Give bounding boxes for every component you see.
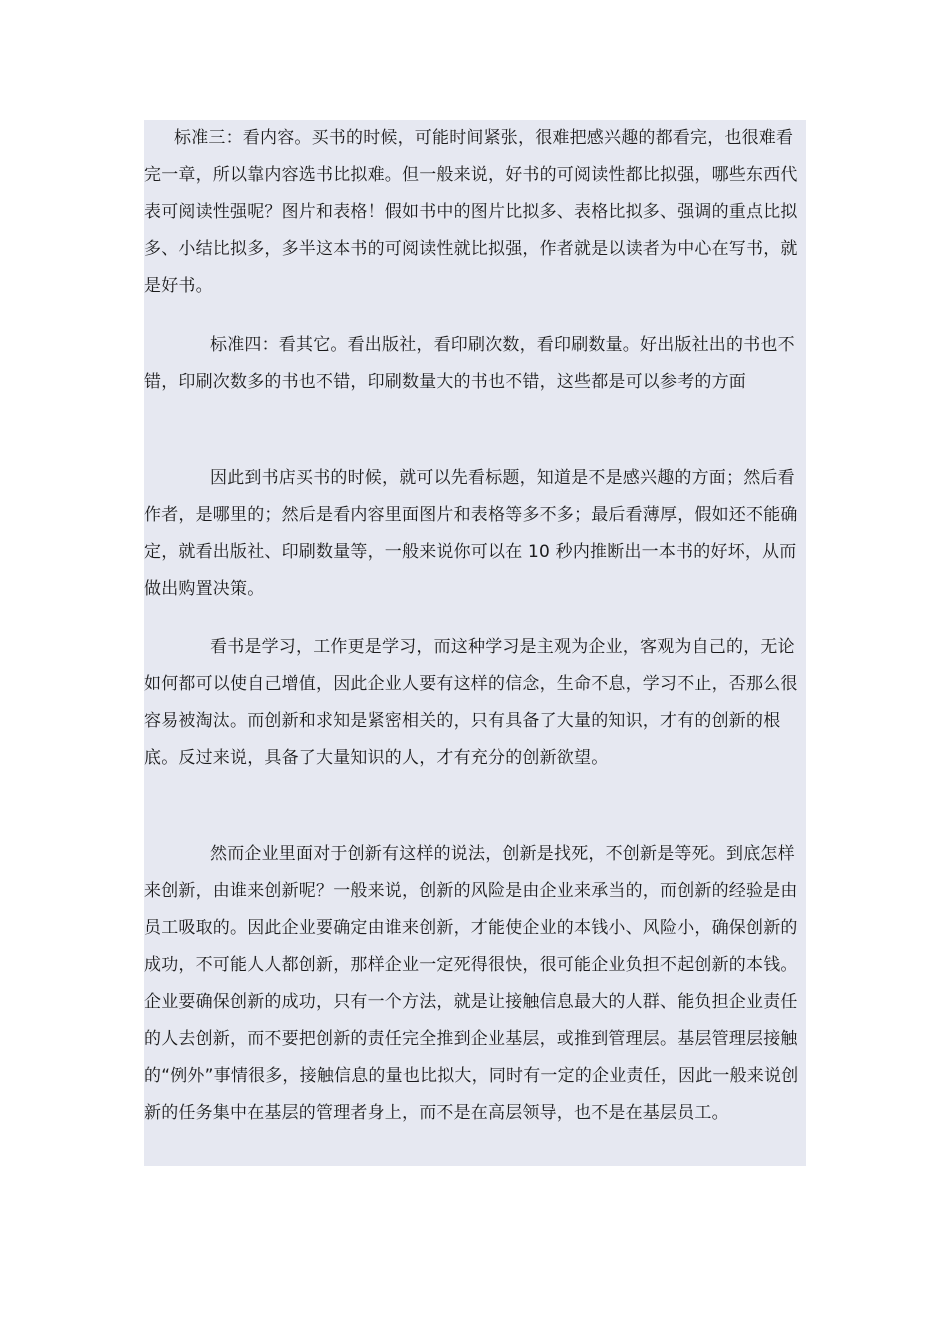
paragraph-innovation: 然而企业里面对于创新有这样的说法，创新是找死，不创新是等死。到底怎样来创新，由谁来创新呢？一般来说，创新的风险是由企业来承当的，而创新的经验是由员工吸取的。因此企业要确定由谁来创新，才能使企业的本钱小、风险小，确保创新的成功，不可能人人都创新，那样企业一定死得很快，很可能企业负担不起创新的本钱。企业要确保创新的成功，只有一个方法，就是让接触信息最大的人群、能负担企业责任的人去创新，而不要把创新的责任完全推到企业基层，或推到管理层。基层管理层接触的“例外”事情很多，接触信息的量也比拟大，同时有一定的企业责任，因此一般来说创新的任务集中在基层的管理者身上，而不是在高层领导，也不是在基层员工。 <box>144 844 799 1123</box>
paragraph-learning: 看书是学习，工作更是学习，而这种学习是主观为企业，客观为自己的，无论如何都可以使自己增值，因此企业人要有这样的信念，生命不息，学习不止，否那么很容易被淘汰。而创新和求知是紧密相关的，只有具备了大量的知识，才有的创新的根底。反过来说，具备了大量知识的人，才有充分的创新欲望。 <box>144 637 798 768</box>
paragraph-bookstore-summary: 因此到书店买书的时候，就可以先看标题，知道是不是感兴趣的方面；然后看作者，是哪里的；然后是看内容里面图片和表格等多不多；最后看薄厚，假如还不能确定，就看出版社、印刷数量等，一般来说你可以在 10 秒内推断出一本书的好坏，从而做出购置决策。 <box>144 468 798 599</box>
paragraph-standard-three: 标准三：看内容。买书的时候，可能时间紧张，很难把感兴趣的都看完，也很难看完一章，所以靠内容选书比拟难。但一般来说，好书的可阅读性都比拟强，哪些东西代表可阅读性强呢？图片和表格！假如书中的图片比拟多、表格比拟多、强调的重点比拟多、小结比拟多，多半这本书的可阅读性就比拟强，作者就是以读者为中心在写书，就是好书。 <box>144 128 798 296</box>
paragraph-standard-four: 标准四：看其它。看出版社，看印刷次数，看印刷数量。好出版社出的书也不错，印刷次数多的书也不错，印刷数量大的书也不错，这些都是可以参考的方面 <box>144 335 795 392</box>
